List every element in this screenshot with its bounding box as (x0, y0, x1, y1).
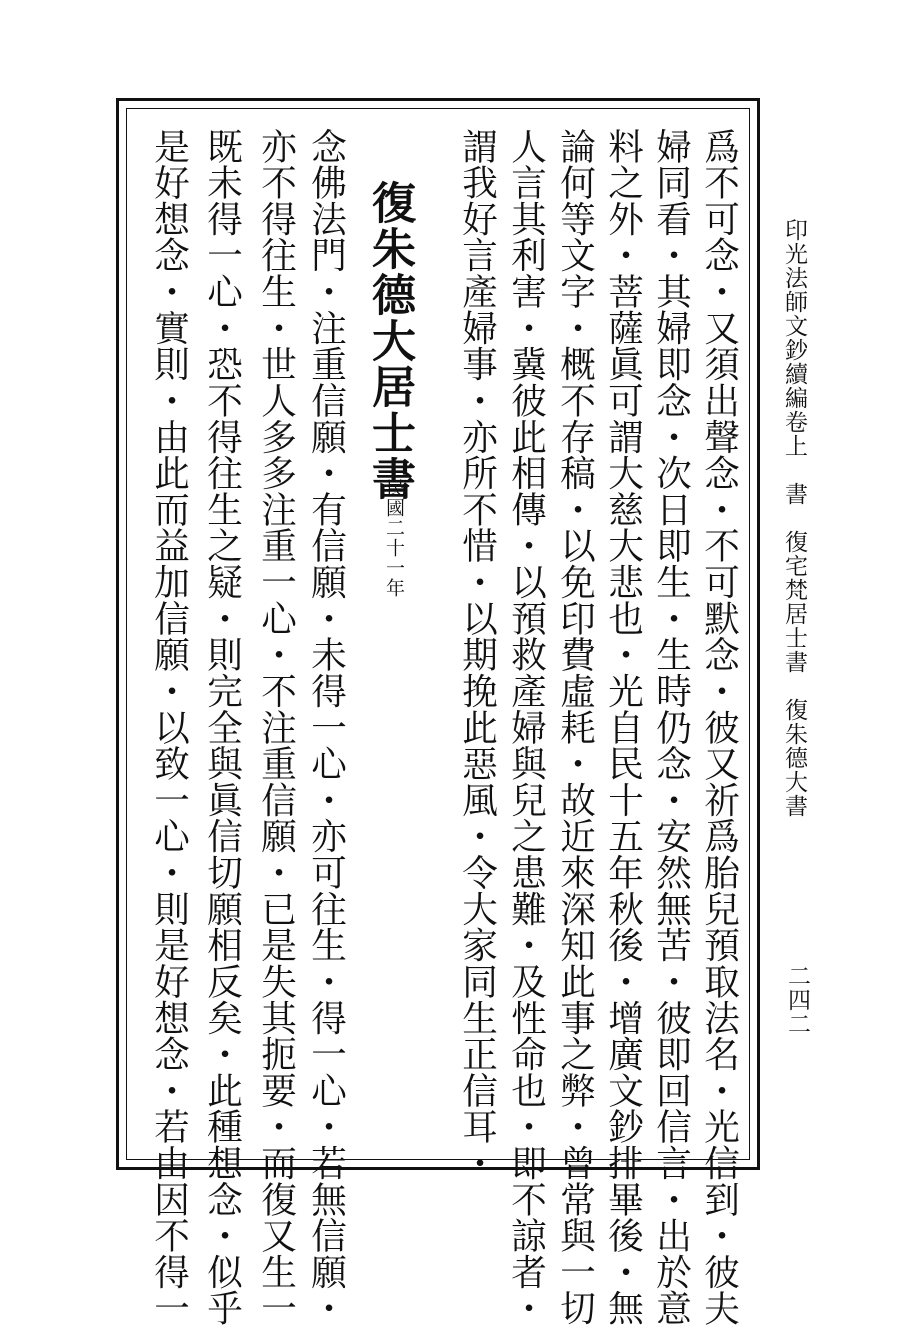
column-1-tail: 彼夫 (698, 1253, 740, 1326)
letter-date: 民國二十一年 (383, 478, 405, 598)
text-column-5: 人言其利害・冀彼此相傳・以預救產婦與兒之患難・及性命也・即不諒者・ (505, 128, 547, 1326)
text-column-8: 亦不得往生・世人多多注重一心・不注重信願・已是失其扼要・而復又生一 (255, 128, 297, 1326)
text-column-3: 料之外・菩薩眞可謂大慈大悲也・光自民十五年秋後・增廣文鈔排畢後・無 (602, 128, 644, 1326)
running-header: 印光法師文鈔續編卷上 書 復宅梵居士書 復朱德大書 (781, 218, 807, 818)
text-column-1 (698, 128, 740, 1326)
text-column-7: 念佛法門・注重信願・有信願・未得一心・亦可往生・得一心・若無信願・ (305, 128, 347, 1326)
text-column-4: 論何等文字・概不存稿・以免印費虛耗・故近來深知此事之弊・曾常與一切 (554, 128, 596, 1326)
column-1-main: 爲不可念・又須出聲念・不可默念・彼又祈爲胎兒預取法名・光信到・ (698, 128, 740, 1254)
page-number: 二四二 (784, 964, 810, 1036)
text-column-2: 婦同看・其婦即念・次日即生・生時仍念・安然無苦・彼即回信言・出於意 (650, 128, 692, 1326)
text-column-10: 是好想念・實則・由此而益加信願・以致一心・則是好想念・若由因不得一 (148, 128, 190, 1326)
text-column-6: 謂我好言產婦事・亦所不惜・以期挽此惡風・令大家同生正信耳・ (456, 128, 498, 1181)
letter-title: 復朱德大居士書 (364, 180, 415, 502)
text-column-9: 既未得一心・恐不得往生之疑・則完全與眞信切願相反矣・此種想念・似乎 (201, 128, 243, 1326)
